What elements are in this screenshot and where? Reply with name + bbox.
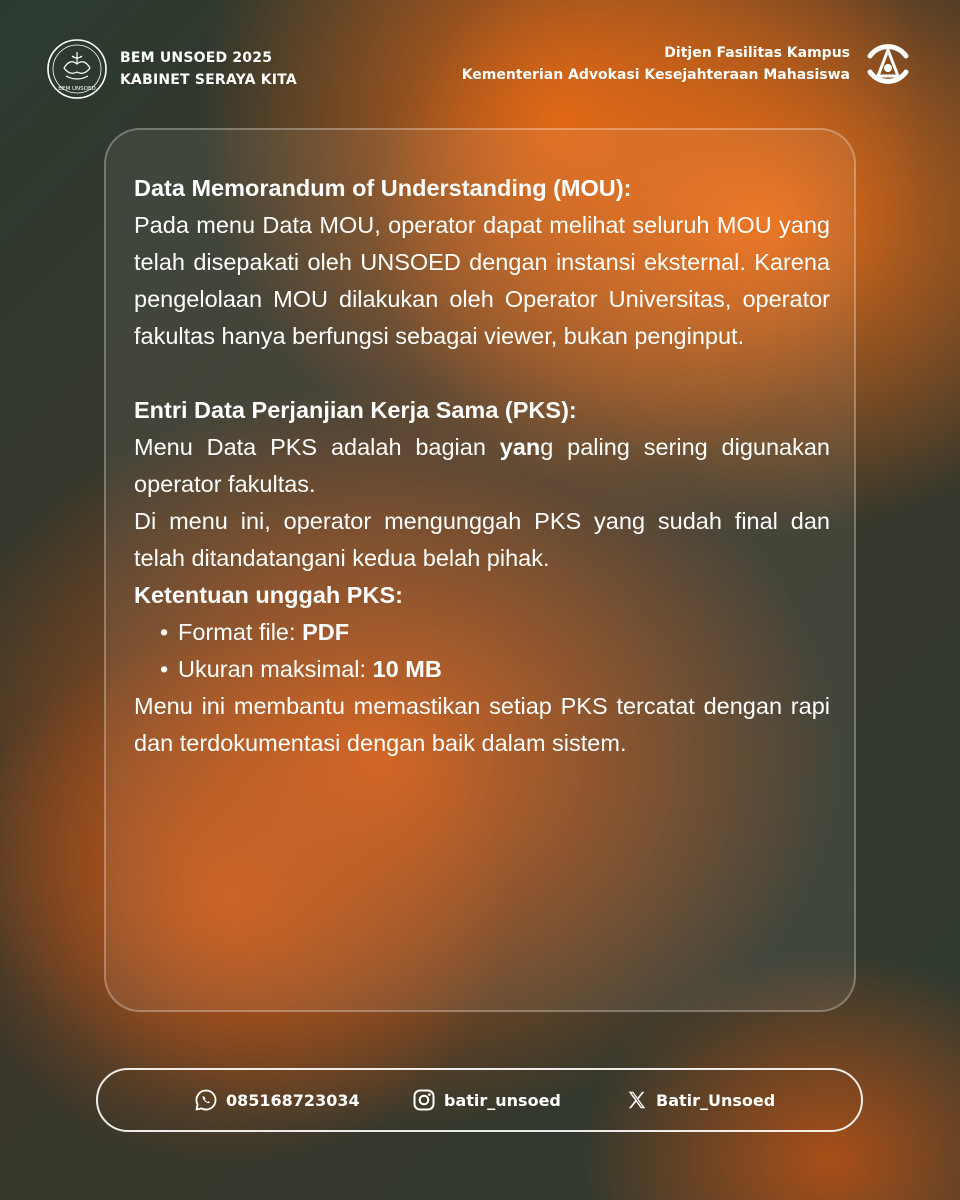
instagram-handle: batir_unsoed: [444, 1090, 561, 1110]
pks-paragraph-1: Menu Data PKS adalah bagian yang paling sering digunakan operator fakultas.: [134, 434, 830, 497]
contact-bar: [96, 1068, 863, 1132]
pks-closing: Menu ini membantu memastikan setiap PKS tercatat dengan rapi dan terdokumentasi dengan baik dalam sistem.: [134, 693, 830, 756]
rules-list: [134, 614, 830, 688]
header: [46, 38, 914, 102]
svg-text:BEM UNSOED: BEM UNSOED: [58, 86, 96, 92]
ministry-brand: [462, 38, 914, 90]
ministry-logo-icon: [862, 38, 914, 90]
whatsapp-icon: [194, 1088, 218, 1112]
x-handle: Batir_Unsoed: [656, 1090, 776, 1110]
org-name: BEM UNSOED 2025: [120, 50, 273, 66]
instagram-contact[interactable]: [412, 1070, 561, 1130]
whatsapp-contact[interactable]: [194, 1070, 360, 1130]
pks-heading: Entri Data Perjanjian Kerja Sama (PKS):: [134, 397, 577, 423]
mou-body: Pada menu Data MOU, operator dapat melihat seluruh MOU yang telah disepakati oleh UNSOED dengan instansi eksternal. Karena pengelolaan MOU dilakukan oleh Operator Universitas, operator fakultas hanya berfungsi sebagai viewer, bukan penginput.: [134, 212, 830, 349]
x-contact[interactable]: [626, 1070, 775, 1130]
content-card: [104, 128, 856, 1012]
x-logo-icon: [626, 1089, 648, 1111]
pks-paragraph-2: Di menu ini, operator mengunggah PKS yang sudah final dan telah ditandatangani kedua belah pihak.: [134, 508, 830, 571]
ministry-name: Kementerian Advokasi Kesejahteraan Mahasiswa: [461, 67, 850, 83]
instagram-icon: [412, 1088, 436, 1112]
bem-unsoed-seal-icon: [46, 38, 108, 100]
rules-heading: Ketentuan unggah PKS:: [134, 582, 403, 608]
cabinet-name: KABINET SERAYA KITA: [120, 72, 297, 88]
rule-item: • Ukuran maksimal: 10 MB: [178, 651, 830, 688]
whatsapp-number: 085168723034: [226, 1090, 360, 1110]
mou-heading: Data Memorandum of Understanding (MOU):: [134, 175, 632, 201]
directorate-name: Ditjen Fasilitas Kampus: [664, 45, 850, 61]
rule-item: • Format file: PDF: [178, 614, 830, 651]
bem-brand: [46, 38, 297, 100]
